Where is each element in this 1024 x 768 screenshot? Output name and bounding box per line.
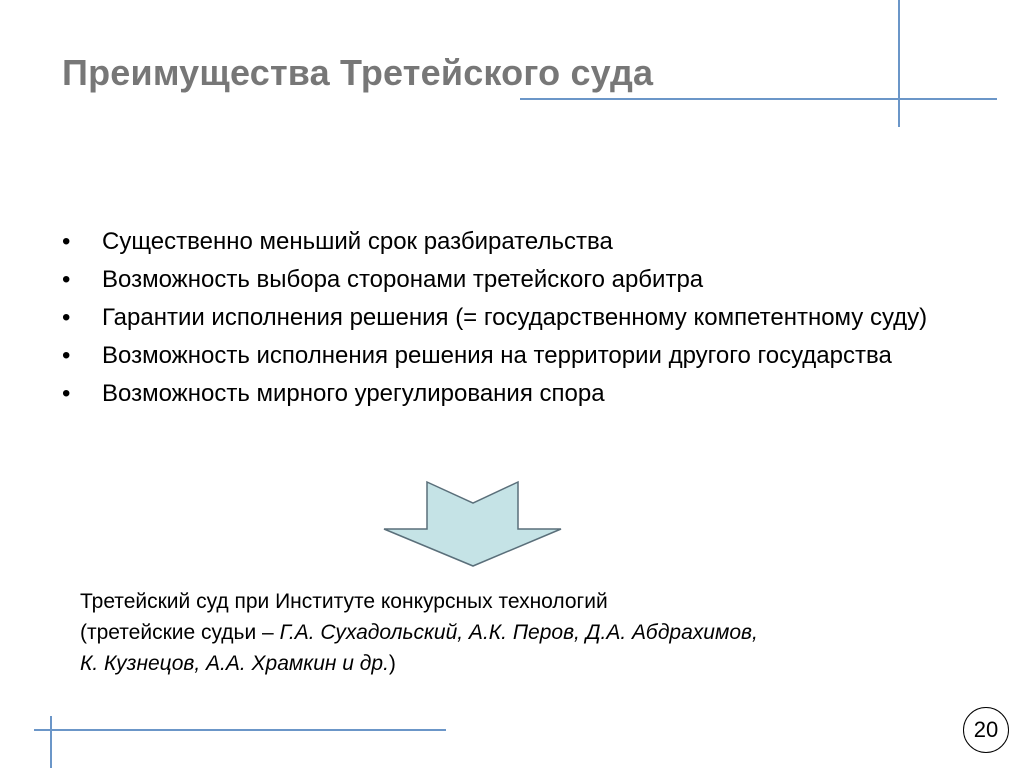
judges-names-2: К. Кузнецов, А.А. Храмкин и др. [80,652,389,675]
top-horizontal-line [520,98,997,100]
list-item [60,378,940,410]
page-number-badge: 20 [963,707,1009,753]
note-line-3 [80,648,960,679]
list-item [60,302,940,334]
bullet-marker: • [62,304,71,331]
list-item-text: Существенно меньший срок разбирательства [102,228,613,255]
list-item-text: Возможность исполнения решения на территории другого государства [102,342,892,369]
note-line-1: Третейский суд при Институте конкурсных технологий [80,590,608,613]
list-item [60,340,940,372]
arbitration-court-note [80,586,960,679]
advantages-list [60,226,940,416]
list-item-text: Возможность мирного урегулирования спора [102,380,605,407]
bullet-marker: • [62,266,71,293]
bottom-horizontal-line [34,729,446,731]
bottom-vertical-line [50,716,52,768]
list-item [60,264,940,296]
top-vertical-line [898,0,900,127]
bullet-marker: • [62,380,71,407]
note-suffix: ) [388,652,396,675]
bullet-marker: • [62,228,71,255]
slide-title: Преимущества Третейского суда [62,52,654,93]
judges-names-1: Г.А. Сухадольский, А.К. Перов, Д.А. Абдрахимов, [279,621,758,644]
list-item-text: Гарантии исполнения решения (= государственному компетентному суду) [102,304,928,331]
note-line-2 [80,617,960,648]
down-arrow-icon [382,480,564,568]
list-item [60,226,940,258]
down-arrow-shape [384,482,561,566]
bullet-marker: • [62,342,71,369]
list-item-text: Возможность выбора сторонами третейского арбитра [102,266,704,293]
note-prefix: (третейские судьи – [80,621,280,644]
